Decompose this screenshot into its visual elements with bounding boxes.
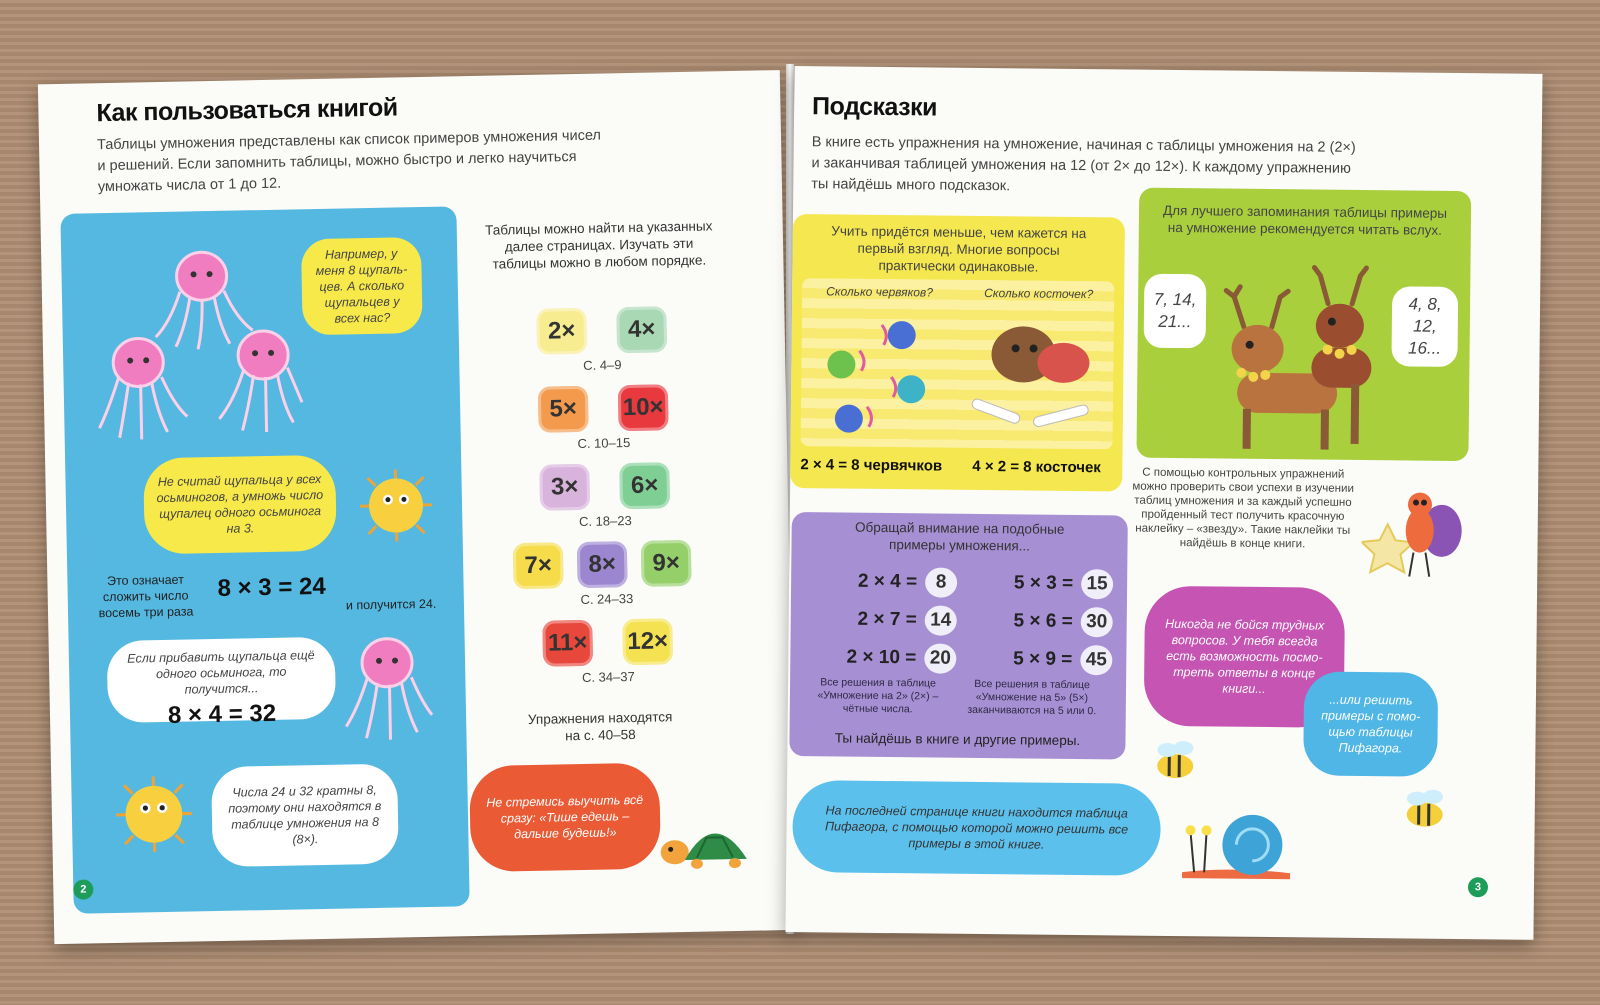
example-8x3: 8 × 3 = 24 <box>217 572 326 602</box>
turtle-speech-bubble: Не стремись выучить всё сразу: «Тише едешь – дальше будешь!» <box>469 763 661 873</box>
right-intro-line: ты найдёшь много подсказок. <box>811 176 1011 195</box>
example-row <box>962 640 1112 680</box>
example-row <box>807 562 957 602</box>
left-intro-line: и решений. Если запомнить таблицы, можно быстро и легко научиться <box>97 148 577 175</box>
example-expression: 5 × 9 = <box>1013 648 1073 670</box>
left-intro <box>97 124 658 198</box>
yellow-box-text: Учить придётся меньше, чем кажется на первый взгляд. Многие вопросы практически одинаковые. <box>831 223 1087 275</box>
example-row <box>963 564 1113 604</box>
example-row <box>806 638 956 678</box>
example-answer: 30 <box>1081 607 1113 637</box>
example-answer: 15 <box>1081 569 1113 599</box>
example-answer: 8 <box>925 567 957 597</box>
octopus-group-illustration <box>91 239 305 463</box>
examples-2x <box>806 562 957 678</box>
reindeer-speech-bubble-left: 7, 14, 21... <box>1144 274 1207 349</box>
right-intro-line: и заканчивая таблицей умножения на 12 (от 2× до 12×). К каждому упражнению <box>811 155 1352 177</box>
result-note: и получится 24. <box>345 596 437 613</box>
multiples-bubble: Числа 24 и 32 кратны 8, поэтому они находятся в таблице умножения на 8 (8×). <box>211 764 399 868</box>
left-page-title: Как пользоваться книгой <box>96 93 398 128</box>
turtle-illustration <box>656 811 753 875</box>
table-chip-10x[interactable] <box>618 384 669 431</box>
pufferfish-illustration <box>355 465 437 547</box>
table-chip-6x[interactable] <box>619 462 670 509</box>
chip-label: 9× <box>652 549 681 577</box>
pages-caption: С. 34–37 <box>581 668 635 685</box>
green-box-text: Для лучшего запоминания таблицы примеры на умножение рекомендуется читать вслух. <box>1162 202 1448 238</box>
octopus-illustration <box>336 627 438 749</box>
example-answer: 14 <box>925 605 957 635</box>
page-number-left: 2 <box>73 879 93 899</box>
chip-label: 2× <box>547 317 576 345</box>
example-expression: 5 × 3 = <box>1013 572 1074 594</box>
example-answer: 20 <box>924 643 956 673</box>
example-answer: 45 <box>1080 645 1112 675</box>
formula-worms: 2 × 4 = 8 червячков <box>800 456 943 475</box>
right-intro-line: В книге есть упражнения на умножение, начиная с таблицы умножения на 2 (2×) <box>811 134 1356 156</box>
note-5x-endings: Все решения в таблице «Умножение на 5» (5×) заканчиваются на 5 или 0. <box>967 677 1097 718</box>
chip-label: 11× <box>547 628 588 657</box>
left-intro-line: умножать числа от 1 до 12. <box>97 175 282 196</box>
chip-label: 3× <box>550 473 579 501</box>
bee-illustration <box>1389 784 1460 835</box>
note-2x-even: Все решения в таблице «Умножение на 2» (2×) – чётные числа. <box>817 676 939 716</box>
birds-illustration <box>821 306 952 437</box>
tables-note: Таблицы можно найти на указанных далее страницах. Изучать эти таблицы можно в любом порядке. <box>484 218 713 272</box>
chip-label: 4× <box>627 315 656 344</box>
green-box <box>1136 188 1471 461</box>
chip-label: 12× <box>627 627 669 656</box>
table-chip-12x[interactable] <box>622 618 673 665</box>
last-page-bubble: На последней странице книги находится таблица Пифагора, с помощью которой можно решить все примеры в этой книге. <box>792 780 1161 876</box>
left-intro-line: Таблицы умножения представлены как список примеров умножения чисел <box>96 127 602 154</box>
chip-label: 6× <box>630 471 659 500</box>
right-page-title: Подсказки <box>811 92 938 122</box>
page-number-right: 3 <box>1468 877 1488 897</box>
examples-5x <box>962 564 1113 680</box>
right-page <box>785 66 1542 940</box>
chip-label: 8× <box>588 550 617 578</box>
table-chip-9x[interactable] <box>641 540 692 587</box>
blue-panel <box>60 206 469 913</box>
puppy-illustration <box>963 310 1110 442</box>
table-chip-5x[interactable] <box>538 386 589 433</box>
chip-label: 10× <box>622 393 664 422</box>
example-expression: 2 × 10 = <box>846 646 917 669</box>
example-expression: 2 × 7 = <box>857 608 917 631</box>
chip-label: 5× <box>549 395 578 423</box>
exercises-note: Упражнения находятся на с. 40–58 <box>527 709 673 744</box>
pythagoras-bubble: ...или решить примеры с помо-щью таблицы Пифагора. <box>1303 671 1438 776</box>
hint-speech-bubble: Не считай щупальца у всех осьминогов, а умножь число щупалец одного осьминога на 3. <box>143 455 337 555</box>
table-chip-4x[interactable] <box>616 306 667 353</box>
question-bones: Сколько косточек? <box>984 286 1094 302</box>
pages-caption: С. 10–15 <box>577 435 631 452</box>
example-row <box>807 600 957 640</box>
pages-caption: С. 24–33 <box>580 590 634 608</box>
add-octopus-bubble-text: Если прибавить щупальца ещё одного осьминога, то получится... <box>127 648 315 697</box>
butterfly-with-star-illustration <box>1361 484 1466 595</box>
table-chip-7x[interactable] <box>513 542 564 589</box>
dont-fear-bubble: Никогда не бойся трудных вопросов. У тебя всегда есть возможность посмо-треть ответы в конце книги... <box>1144 586 1345 728</box>
reindeer-speech-bubble-right: 4, 8, 12, 16... <box>1391 286 1458 367</box>
example-row <box>963 602 1113 642</box>
example-8x4: 8 × 4 = 32 <box>167 699 277 729</box>
reindeer-illustration <box>1211 262 1389 454</box>
left-page <box>38 70 796 944</box>
yellow-box <box>790 214 1125 491</box>
question-worms: Сколько червяков? <box>826 284 933 300</box>
formula-bones: 4 × 2 = 8 косточек <box>972 457 1101 477</box>
sticker-note: С помощью контрольных упражнений можно проверить свои успехи в изучении таблиц умножения и за каждый успешно пройденный тест получить красочную наклейку – «звезду». Такие наклейки ты найдёшь в конце книги. <box>1132 466 1354 551</box>
pages-caption: С. 4–9 <box>583 357 622 373</box>
chip-label: 7× <box>524 551 553 580</box>
bee-illustration <box>1139 736 1210 787</box>
means-note: Это означает сложить число восемь три раза <box>98 572 194 621</box>
purple-box <box>789 512 1128 760</box>
pufferfish-illustration <box>111 771 197 857</box>
add-octopus-bubble <box>107 637 337 729</box>
snail-illustration <box>1176 806 1297 881</box>
table-chip-3x[interactable] <box>539 464 590 511</box>
table-chip-11x[interactable] <box>542 620 593 667</box>
pages-caption: С. 18–23 <box>578 513 632 530</box>
table-chip-8x[interactable] <box>577 541 628 588</box>
purple-box-title: Обращай внимание на подобные примеры умножения... <box>854 519 1065 554</box>
example-expression: 5 × 6 = <box>1013 610 1073 632</box>
table-chip-2x[interactable] <box>536 308 587 355</box>
purple-box-footer: Ты найдёшь в книге и другие примеры. <box>834 730 1081 749</box>
example-expression: 2 × 4 = <box>857 570 918 593</box>
octopus-speech-bubble: Например, у меня 8 щупаль-цев. А сколько щупальцев у всех нас? <box>301 237 423 335</box>
